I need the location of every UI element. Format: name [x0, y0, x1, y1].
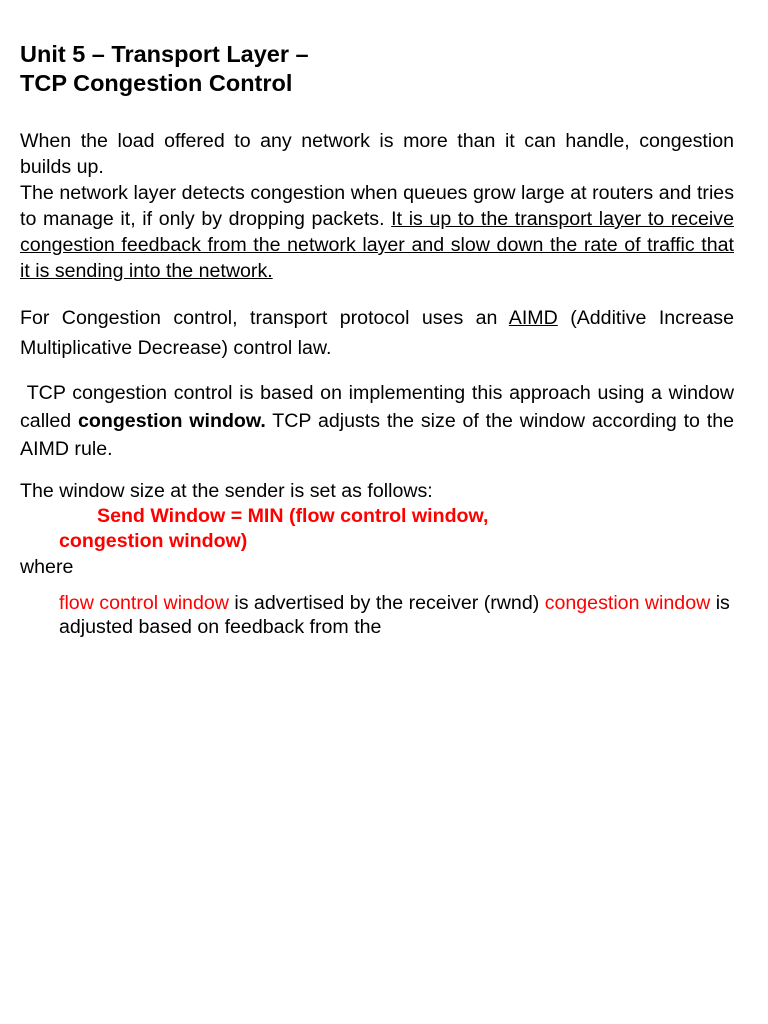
intro-sentence-2: The network layer detects congestion when queues grow large at routers and tries to manage it, if only by dropping packets. — [20, 182, 734, 230]
transport-layer-underlined-text: It is up to the transport layer to receive congestion feedback from the network layer and slow down the rate of traffic that it is sending into the network. — [20, 208, 734, 282]
window-size-section — [20, 478, 734, 580]
window-size-intro: The window size at the sender is set as follows: — [20, 480, 433, 502]
page-title — [20, 40, 734, 98]
title-line-1: Unit 5 – Transport Layer – — [20, 41, 309, 67]
aimd-term: AIMD — [508, 307, 558, 329]
flow-control-window-term: flow control window — [59, 592, 229, 614]
aimd-paragraph — [20, 303, 734, 363]
where-label: where — [20, 556, 74, 578]
congestion-intro-paragraph — [20, 128, 734, 284]
aimd-text-before: For Congestion control, transport protocol uses an — [20, 307, 509, 329]
intro-sentence-1: When the load offered to any network is more than it can handle, congestion builds up. — [20, 130, 734, 178]
title-line-2: TCP Congestion Control — [20, 70, 293, 96]
cwnd-text-before: TCP congestion control is based on implementing this approach using a window called — [20, 382, 740, 432]
document-page — [20, 40, 740, 639]
congestion-window-text: is adjusted based on feedback from the — [59, 592, 730, 638]
flow-control-window-text: is advertised by the receiver (rwnd) — [228, 592, 545, 614]
formula-line-2: congestion window) — [59, 530, 248, 552]
congestion-window-term: congestion window. — [78, 410, 266, 432]
aimd-text-after: (Additive Increase Multiplicative Decrease) control law. — [20, 307, 734, 359]
congestion-window-paragraph — [20, 379, 740, 463]
congestion-window-term-2: congestion window — [544, 592, 711, 614]
window-definitions-paragraph — [20, 591, 734, 639]
cwnd-text-after: TCP adjusts the size of the window according to the AIMD rule. — [20, 410, 739, 460]
formula-line-1: Send Window = MIN (flow control window, — [97, 505, 489, 527]
